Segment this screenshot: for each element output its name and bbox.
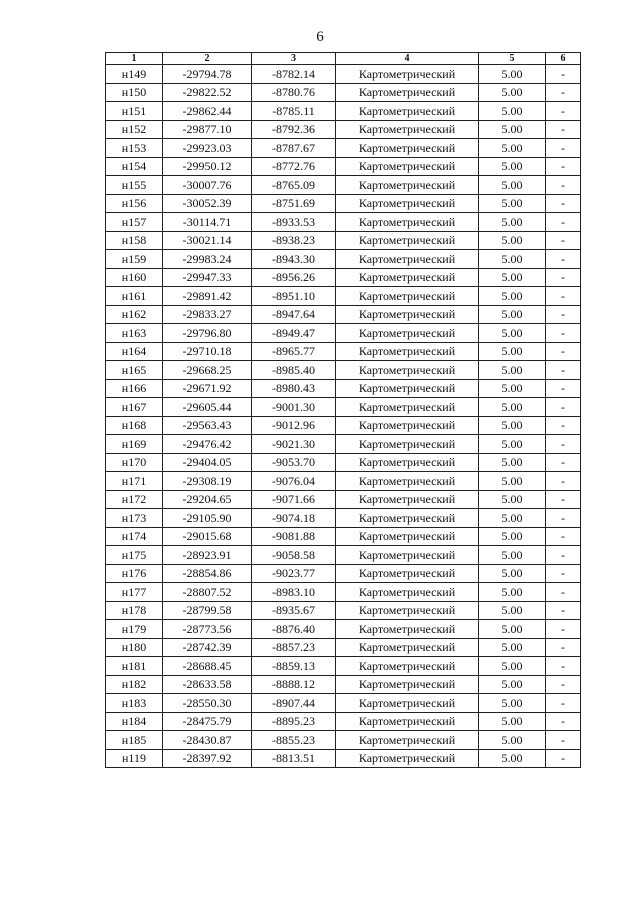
cell-coord-y: -8855.23 bbox=[252, 731, 336, 750]
cell-coord-y: -8787.67 bbox=[252, 139, 336, 158]
cell-point-id: н169 bbox=[106, 435, 163, 454]
cell-note: - bbox=[546, 194, 581, 213]
cell-accuracy: 5.00 bbox=[479, 416, 546, 435]
cell-point-id: н183 bbox=[106, 694, 163, 713]
cell-coord-x: -29983.24 bbox=[163, 250, 252, 269]
cell-point-id: н119 bbox=[106, 749, 163, 768]
table-row bbox=[106, 250, 581, 269]
cell-method: Картометрический bbox=[336, 527, 479, 546]
cell-coord-y: -8785.11 bbox=[252, 102, 336, 121]
column-header-3: 3 bbox=[252, 53, 336, 65]
cell-point-id: н160 bbox=[106, 268, 163, 287]
coordinates-table bbox=[105, 52, 581, 768]
cell-method: Картометрический bbox=[336, 176, 479, 195]
cell-coord-x: -28923.91 bbox=[163, 546, 252, 565]
cell-note: - bbox=[546, 361, 581, 380]
cell-coord-x: -28397.92 bbox=[163, 749, 252, 768]
table-row bbox=[106, 231, 581, 250]
cell-coord-y: -8765.09 bbox=[252, 176, 336, 195]
cell-method: Картометрический bbox=[336, 157, 479, 176]
cell-coord-y: -8956.26 bbox=[252, 268, 336, 287]
cell-coord-y: -9058.58 bbox=[252, 546, 336, 565]
cell-note: - bbox=[546, 157, 581, 176]
cell-note: - bbox=[546, 120, 581, 139]
cell-point-id: н173 bbox=[106, 509, 163, 528]
cell-accuracy: 5.00 bbox=[479, 176, 546, 195]
column-header-1: 1 bbox=[106, 53, 163, 65]
cell-method: Картометрический bbox=[336, 490, 479, 509]
cell-method: Картометрический bbox=[336, 675, 479, 694]
cell-method: Картометрический bbox=[336, 638, 479, 657]
cell-accuracy: 5.00 bbox=[479, 657, 546, 676]
table-row bbox=[106, 472, 581, 491]
table-row bbox=[106, 749, 581, 768]
cell-coord-y: -9071.66 bbox=[252, 490, 336, 509]
cell-note: - bbox=[546, 287, 581, 306]
table-row bbox=[106, 527, 581, 546]
table-row bbox=[106, 583, 581, 602]
table-row bbox=[106, 546, 581, 565]
cell-note: - bbox=[546, 583, 581, 602]
table-row bbox=[106, 490, 581, 509]
cell-coord-y: -8943.30 bbox=[252, 250, 336, 269]
cell-method: Картометрический bbox=[336, 379, 479, 398]
cell-note: - bbox=[546, 638, 581, 657]
cell-note: - bbox=[546, 213, 581, 232]
cell-note: - bbox=[546, 694, 581, 713]
cell-note: - bbox=[546, 102, 581, 121]
cell-note: - bbox=[546, 712, 581, 731]
cell-coord-x: -29308.19 bbox=[163, 472, 252, 491]
cell-note: - bbox=[546, 324, 581, 343]
cell-coord-y: -8965.77 bbox=[252, 342, 336, 361]
cell-method: Картометрический bbox=[336, 361, 479, 380]
cell-note: - bbox=[546, 731, 581, 750]
table-row bbox=[106, 324, 581, 343]
cell-coord-x: -28742.39 bbox=[163, 638, 252, 657]
cell-method: Картометрический bbox=[336, 694, 479, 713]
cell-note: - bbox=[546, 342, 581, 361]
cell-coord-x: -29822.52 bbox=[163, 83, 252, 102]
cell-coord-y: -8780.76 bbox=[252, 83, 336, 102]
cell-coord-x: -29794.78 bbox=[163, 65, 252, 84]
cell-method: Картометрический bbox=[336, 546, 479, 565]
cell-coord-x: -29891.42 bbox=[163, 287, 252, 306]
cell-method: Картометрический bbox=[336, 472, 479, 491]
cell-coord-y: -9081.88 bbox=[252, 527, 336, 546]
column-header-4: 4 bbox=[336, 53, 479, 65]
cell-point-id: н179 bbox=[106, 620, 163, 639]
cell-coord-y: -8907.44 bbox=[252, 694, 336, 713]
column-header-6: 6 bbox=[546, 53, 581, 65]
cell-coord-x: -28807.52 bbox=[163, 583, 252, 602]
cell-coord-x: -29668.25 bbox=[163, 361, 252, 380]
cell-point-id: н168 bbox=[106, 416, 163, 435]
cell-coord-x: -28633.58 bbox=[163, 675, 252, 694]
cell-accuracy: 5.00 bbox=[479, 139, 546, 158]
cell-note: - bbox=[546, 231, 581, 250]
cell-accuracy: 5.00 bbox=[479, 305, 546, 324]
cell-method: Картометрический bbox=[336, 731, 479, 750]
cell-note: - bbox=[546, 453, 581, 472]
cell-accuracy: 5.00 bbox=[479, 268, 546, 287]
cell-accuracy: 5.00 bbox=[479, 120, 546, 139]
table-row bbox=[106, 102, 581, 121]
table-row bbox=[106, 620, 581, 639]
cell-coord-x: -30114.71 bbox=[163, 213, 252, 232]
cell-accuracy: 5.00 bbox=[479, 453, 546, 472]
cell-note: - bbox=[546, 564, 581, 583]
cell-point-id: н175 bbox=[106, 546, 163, 565]
cell-accuracy: 5.00 bbox=[479, 83, 546, 102]
cell-method: Картометрический bbox=[336, 120, 479, 139]
cell-method: Картометрический bbox=[336, 268, 479, 287]
cell-method: Картометрический bbox=[336, 398, 479, 417]
cell-point-id: н156 bbox=[106, 194, 163, 213]
cell-method: Картометрический bbox=[336, 305, 479, 324]
cell-accuracy: 5.00 bbox=[479, 65, 546, 84]
cell-point-id: н166 bbox=[106, 379, 163, 398]
cell-point-id: н181 bbox=[106, 657, 163, 676]
cell-coord-y: -8751.69 bbox=[252, 194, 336, 213]
cell-coord-x: -28854.86 bbox=[163, 564, 252, 583]
cell-note: - bbox=[546, 250, 581, 269]
table-row bbox=[106, 194, 581, 213]
cell-method: Картометрический bbox=[336, 564, 479, 583]
cell-coord-y: -8933.53 bbox=[252, 213, 336, 232]
table-row bbox=[106, 213, 581, 232]
cell-note: - bbox=[546, 601, 581, 620]
cell-note: - bbox=[546, 749, 581, 768]
cell-note: - bbox=[546, 620, 581, 639]
cell-coord-x: -28773.56 bbox=[163, 620, 252, 639]
cell-coord-x: -28799.58 bbox=[163, 601, 252, 620]
cell-point-id: н149 bbox=[106, 65, 163, 84]
cell-note: - bbox=[546, 657, 581, 676]
cell-note: - bbox=[546, 83, 581, 102]
cell-method: Картометрический bbox=[336, 657, 479, 676]
cell-point-id: н151 bbox=[106, 102, 163, 121]
cell-method: Картометрический bbox=[336, 194, 479, 213]
cell-coord-x: -29204.65 bbox=[163, 490, 252, 509]
cell-method: Картометрический bbox=[336, 620, 479, 639]
cell-accuracy: 5.00 bbox=[479, 583, 546, 602]
table-row bbox=[106, 305, 581, 324]
cell-coord-x: -29862.44 bbox=[163, 102, 252, 121]
cell-coord-x: -29833.27 bbox=[163, 305, 252, 324]
column-header-5: 5 bbox=[479, 53, 546, 65]
cell-point-id: н154 bbox=[106, 157, 163, 176]
cell-method: Картометрический bbox=[336, 509, 479, 528]
table-header bbox=[106, 53, 581, 65]
cell-point-id: н163 bbox=[106, 324, 163, 343]
cell-accuracy: 5.00 bbox=[479, 638, 546, 657]
cell-coord-x: -30007.76 bbox=[163, 176, 252, 195]
cell-coord-y: -8983.10 bbox=[252, 583, 336, 602]
cell-coord-x: -29950.12 bbox=[163, 157, 252, 176]
cell-method: Картометрический bbox=[336, 231, 479, 250]
page-number: 6 bbox=[316, 29, 324, 45]
table-row bbox=[106, 694, 581, 713]
cell-point-id: н170 bbox=[106, 453, 163, 472]
cell-note: - bbox=[546, 176, 581, 195]
cell-point-id: н161 bbox=[106, 287, 163, 306]
cell-accuracy: 5.00 bbox=[479, 157, 546, 176]
table-row bbox=[106, 601, 581, 620]
cell-coord-y: -8949.47 bbox=[252, 324, 336, 343]
cell-coord-y: -8938.23 bbox=[252, 231, 336, 250]
cell-point-id: н162 bbox=[106, 305, 163, 324]
table-row bbox=[106, 435, 581, 454]
cell-coord-x: -29563.43 bbox=[163, 416, 252, 435]
table-row bbox=[106, 731, 581, 750]
cell-accuracy: 5.00 bbox=[479, 490, 546, 509]
cell-point-id: н185 bbox=[106, 731, 163, 750]
cell-method: Картометрический bbox=[336, 324, 479, 343]
cell-method: Картометрический bbox=[336, 749, 479, 768]
table-row bbox=[106, 361, 581, 380]
cell-point-id: н182 bbox=[106, 675, 163, 694]
cell-note: - bbox=[546, 268, 581, 287]
cell-point-id: н150 bbox=[106, 83, 163, 102]
cell-accuracy: 5.00 bbox=[479, 675, 546, 694]
cell-point-id: н172 bbox=[106, 490, 163, 509]
cell-coord-x: -29947.33 bbox=[163, 268, 252, 287]
table-row bbox=[106, 342, 581, 361]
cell-accuracy: 5.00 bbox=[479, 749, 546, 768]
cell-accuracy: 5.00 bbox=[479, 435, 546, 454]
table-row bbox=[106, 268, 581, 287]
cell-coord-x: -28550.30 bbox=[163, 694, 252, 713]
cell-coord-x: -28430.87 bbox=[163, 731, 252, 750]
table-row bbox=[106, 675, 581, 694]
cell-accuracy: 5.00 bbox=[479, 287, 546, 306]
cell-accuracy: 5.00 bbox=[479, 694, 546, 713]
cell-method: Картометрический bbox=[336, 83, 479, 102]
cell-point-id: н155 bbox=[106, 176, 163, 195]
cell-accuracy: 5.00 bbox=[479, 712, 546, 731]
cell-note: - bbox=[546, 472, 581, 491]
table-row bbox=[106, 157, 581, 176]
cell-coord-x: -29476.42 bbox=[163, 435, 252, 454]
table-row bbox=[106, 638, 581, 657]
cell-coord-x: -29105.90 bbox=[163, 509, 252, 528]
table-header-row bbox=[106, 53, 581, 65]
cell-coord-x: -29671.92 bbox=[163, 379, 252, 398]
cell-point-id: н180 bbox=[106, 638, 163, 657]
cell-accuracy: 5.00 bbox=[479, 379, 546, 398]
cell-note: - bbox=[546, 490, 581, 509]
table-row bbox=[106, 176, 581, 195]
cell-method: Картометрический bbox=[336, 287, 479, 306]
cell-point-id: н157 bbox=[106, 213, 163, 232]
cell-coord-x: -29796.80 bbox=[163, 324, 252, 343]
cell-coord-y: -8935.67 bbox=[252, 601, 336, 620]
cell-coord-y: -9012.96 bbox=[252, 416, 336, 435]
cell-note: - bbox=[546, 675, 581, 694]
cell-coord-y: -9001.30 bbox=[252, 398, 336, 417]
cell-coord-x: -28688.45 bbox=[163, 657, 252, 676]
table-row bbox=[106, 120, 581, 139]
cell-note: - bbox=[546, 139, 581, 158]
cell-point-id: н152 bbox=[106, 120, 163, 139]
cell-point-id: н164 bbox=[106, 342, 163, 361]
cell-point-id: н159 bbox=[106, 250, 163, 269]
cell-method: Картометрический bbox=[336, 213, 479, 232]
column-header-2: 2 bbox=[163, 53, 252, 65]
table-row bbox=[106, 398, 581, 417]
cell-point-id: н158 bbox=[106, 231, 163, 250]
cell-note: - bbox=[546, 527, 581, 546]
table-row bbox=[106, 65, 581, 84]
table-body bbox=[106, 65, 581, 768]
table-row bbox=[106, 564, 581, 583]
cell-coord-y: -8772.76 bbox=[252, 157, 336, 176]
cell-point-id: н167 bbox=[106, 398, 163, 417]
cell-coord-y: -8859.13 bbox=[252, 657, 336, 676]
cell-coord-x: -29015.68 bbox=[163, 527, 252, 546]
cell-coord-x: -29923.03 bbox=[163, 139, 252, 158]
cell-point-id: н178 bbox=[106, 601, 163, 620]
table-row bbox=[106, 139, 581, 158]
table-row bbox=[106, 509, 581, 528]
cell-method: Картометрический bbox=[336, 139, 479, 158]
cell-coord-y: -8857.23 bbox=[252, 638, 336, 657]
cell-coord-y: -9076.04 bbox=[252, 472, 336, 491]
cell-coord-y: -8951.10 bbox=[252, 287, 336, 306]
cell-point-id: н165 bbox=[106, 361, 163, 380]
cell-accuracy: 5.00 bbox=[479, 398, 546, 417]
cell-coord-x: -30021.14 bbox=[163, 231, 252, 250]
table-row bbox=[106, 287, 581, 306]
cell-accuracy: 5.00 bbox=[479, 324, 546, 343]
cell-coord-y: -8782.14 bbox=[252, 65, 336, 84]
cell-coord-y: -8876.40 bbox=[252, 620, 336, 639]
cell-note: - bbox=[546, 379, 581, 398]
cell-coord-y: -8888.12 bbox=[252, 675, 336, 694]
cell-method: Картометрический bbox=[336, 416, 479, 435]
table-row bbox=[106, 83, 581, 102]
cell-method: Картометрический bbox=[336, 102, 479, 121]
cell-coord-x: -29877.10 bbox=[163, 120, 252, 139]
cell-point-id: н174 bbox=[106, 527, 163, 546]
table-row bbox=[106, 379, 581, 398]
cell-coord-x: -28475.79 bbox=[163, 712, 252, 731]
cell-accuracy: 5.00 bbox=[479, 620, 546, 639]
table-row bbox=[106, 657, 581, 676]
cell-note: - bbox=[546, 305, 581, 324]
cell-note: - bbox=[546, 546, 581, 565]
cell-method: Картометрический bbox=[336, 435, 479, 454]
cell-accuracy: 5.00 bbox=[479, 213, 546, 232]
cell-accuracy: 5.00 bbox=[479, 472, 546, 491]
cell-point-id: н184 bbox=[106, 712, 163, 731]
cell-method: Картометрический bbox=[336, 453, 479, 472]
cell-coord-y: -8985.40 bbox=[252, 361, 336, 380]
cell-point-id: н171 bbox=[106, 472, 163, 491]
cell-coord-y: -9053.70 bbox=[252, 453, 336, 472]
table-row bbox=[106, 712, 581, 731]
cell-coord-y: -8980.43 bbox=[252, 379, 336, 398]
cell-note: - bbox=[546, 65, 581, 84]
cell-accuracy: 5.00 bbox=[479, 342, 546, 361]
cell-accuracy: 5.00 bbox=[479, 231, 546, 250]
cell-method: Картометрический bbox=[336, 250, 479, 269]
cell-coord-x: -29404.05 bbox=[163, 453, 252, 472]
cell-coord-y: -9023.77 bbox=[252, 564, 336, 583]
cell-method: Картометрический bbox=[336, 712, 479, 731]
cell-accuracy: 5.00 bbox=[479, 361, 546, 380]
cell-accuracy: 5.00 bbox=[479, 102, 546, 121]
cell-accuracy: 5.00 bbox=[479, 601, 546, 620]
cell-method: Картометрический bbox=[336, 65, 479, 84]
cell-method: Картометрический bbox=[336, 601, 479, 620]
cell-point-id: н177 bbox=[106, 583, 163, 602]
cell-point-id: н153 bbox=[106, 139, 163, 158]
cell-accuracy: 5.00 bbox=[479, 250, 546, 269]
cell-coord-y: -9021.30 bbox=[252, 435, 336, 454]
cell-note: - bbox=[546, 435, 581, 454]
cell-note: - bbox=[546, 416, 581, 435]
cell-coord-x: -29710.18 bbox=[163, 342, 252, 361]
cell-method: Картометрический bbox=[336, 583, 479, 602]
cell-coord-y: -8895.23 bbox=[252, 712, 336, 731]
cell-accuracy: 5.00 bbox=[479, 731, 546, 750]
cell-accuracy: 5.00 bbox=[479, 546, 546, 565]
cell-accuracy: 5.00 bbox=[479, 194, 546, 213]
cell-accuracy: 5.00 bbox=[479, 564, 546, 583]
cell-coord-x: -30052.39 bbox=[163, 194, 252, 213]
cell-note: - bbox=[546, 398, 581, 417]
cell-coord-y: -9074.18 bbox=[252, 509, 336, 528]
table-row bbox=[106, 453, 581, 472]
cell-point-id: н176 bbox=[106, 564, 163, 583]
cell-coord-y: -8947.64 bbox=[252, 305, 336, 324]
cell-coord-y: -8792.36 bbox=[252, 120, 336, 139]
table-row bbox=[106, 416, 581, 435]
cell-accuracy: 5.00 bbox=[479, 509, 546, 528]
cell-coord-x: -29605.44 bbox=[163, 398, 252, 417]
cell-coord-y: -8813.51 bbox=[252, 749, 336, 768]
cell-note: - bbox=[546, 509, 581, 528]
cell-method: Картометрический bbox=[336, 342, 479, 361]
cell-accuracy: 5.00 bbox=[479, 527, 546, 546]
